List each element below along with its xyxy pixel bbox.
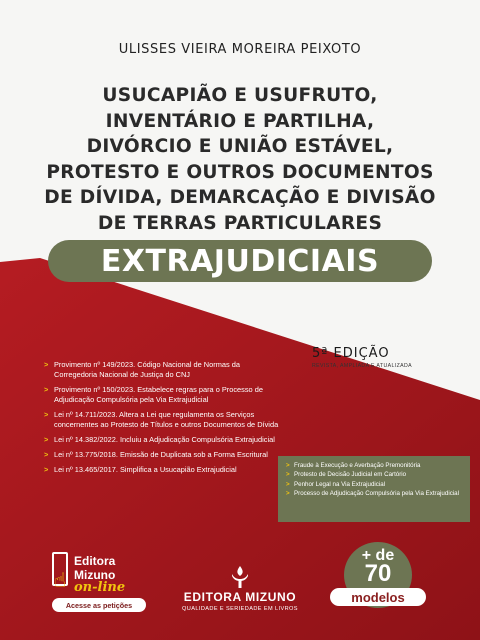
list-item: > Lei nº 13.465/2017. Simplifica a Usucapião Extrajudicial bbox=[44, 465, 237, 474]
title-line: DE DÍVIDA, DEMARCAÇÃO E DIVISÃO bbox=[44, 187, 436, 209]
topic-list bbox=[278, 456, 470, 499]
chevron-right-icon: > bbox=[44, 465, 49, 474]
list-item: > Processo de Adjudicação Compulsória pela Via Extrajudicial bbox=[286, 490, 459, 498]
title-line: INVENTÁRIO E PARTILHA, bbox=[105, 110, 375, 132]
title-line: DE TERRAS PARTICULARES bbox=[97, 212, 383, 234]
edition-block bbox=[312, 346, 462, 369]
list-item: > Fraude à Execução e Averbação Premonitória bbox=[286, 462, 421, 469]
badge-label: modelos bbox=[330, 588, 426, 606]
list-item: > Provimento nº 149/2023. Código Nacional de Normas da Corregedoria Nacional de Justiça do CNJ bbox=[44, 360, 240, 379]
chevron-right-icon: > bbox=[44, 450, 49, 459]
chevron-right-icon: > bbox=[286, 480, 290, 488]
list-item: > Lei nº 14.382/2022. Incluiu a Adjudicação Compulsória Extrajudicial bbox=[44, 435, 275, 444]
list-item: > Lei nº 14.711/2023. Altera a Lei que regulamenta os Serviços concernentes ao Protesto de Títulos e outros Documentos de Dívida bbox=[44, 410, 279, 429]
models-badge bbox=[330, 542, 430, 610]
title-line: USUCAPIÃO E USUFRUTO, bbox=[102, 85, 378, 106]
chevron-right-icon: > bbox=[286, 462, 290, 469]
badge-line1: + de bbox=[361, 547, 395, 564]
chevron-right-icon: > bbox=[286, 471, 290, 479]
law-list bbox=[44, 360, 284, 480]
online-logo-line1: Editora bbox=[74, 554, 116, 568]
torch-icon bbox=[231, 566, 249, 588]
chevron-right-icon: > bbox=[44, 435, 49, 444]
online-logo-line2: Mizuno bbox=[74, 568, 116, 582]
badge-count: 70 bbox=[364, 560, 392, 587]
chevron-right-icon: > bbox=[44, 360, 49, 369]
chevron-right-icon: > bbox=[286, 490, 290, 498]
subtitle-banner bbox=[48, 240, 432, 282]
edition-number: 5ª EDIÇÃO bbox=[312, 346, 390, 361]
author-name: ULISSES VIEIRA MOREIRA PEIXOTO bbox=[118, 42, 362, 57]
publisher-logo bbox=[160, 566, 320, 616]
online-logo-line3: on-line bbox=[74, 580, 126, 595]
topics-box bbox=[278, 456, 470, 522]
online-logo bbox=[52, 552, 152, 614]
banner-text: EXTRAJUDICIAIS bbox=[100, 243, 380, 279]
hand-pointer-icon: ☝ bbox=[54, 570, 67, 592]
list-item: > Provimento nº 150/2023. Estabelece regras para o Processo de Adjudicação Compulsória pela Via Extrajudicial bbox=[44, 385, 263, 404]
chevron-right-icon: > bbox=[44, 385, 49, 394]
publisher-tagline: QUALIDADE E SERIEDADE EM LIVROS bbox=[182, 606, 298, 612]
publisher-name: EDITORA MIZUNO bbox=[183, 590, 297, 604]
petitions-pill: Acesse as petições bbox=[52, 598, 146, 612]
list-item: > Protesto de Decisão Judicial em Cartório bbox=[286, 471, 407, 479]
title-line: PROTESTO E OUTROS DOCUMENTOS bbox=[46, 161, 434, 183]
title-line: DIVÓRCIO E UNIÃO ESTÁVEL, bbox=[86, 136, 394, 158]
list-item: > Lei nº 13.775/2018. Emissão de Duplicata sob a Forma Escritural bbox=[44, 450, 268, 459]
book-title bbox=[0, 83, 480, 237]
chevron-right-icon: > bbox=[44, 410, 49, 419]
list-item: > Penhor Legal na Via Extrajudicial bbox=[286, 480, 386, 488]
edition-note: REVISTA, AMPLIADA E ATUALIZADA bbox=[312, 363, 413, 369]
